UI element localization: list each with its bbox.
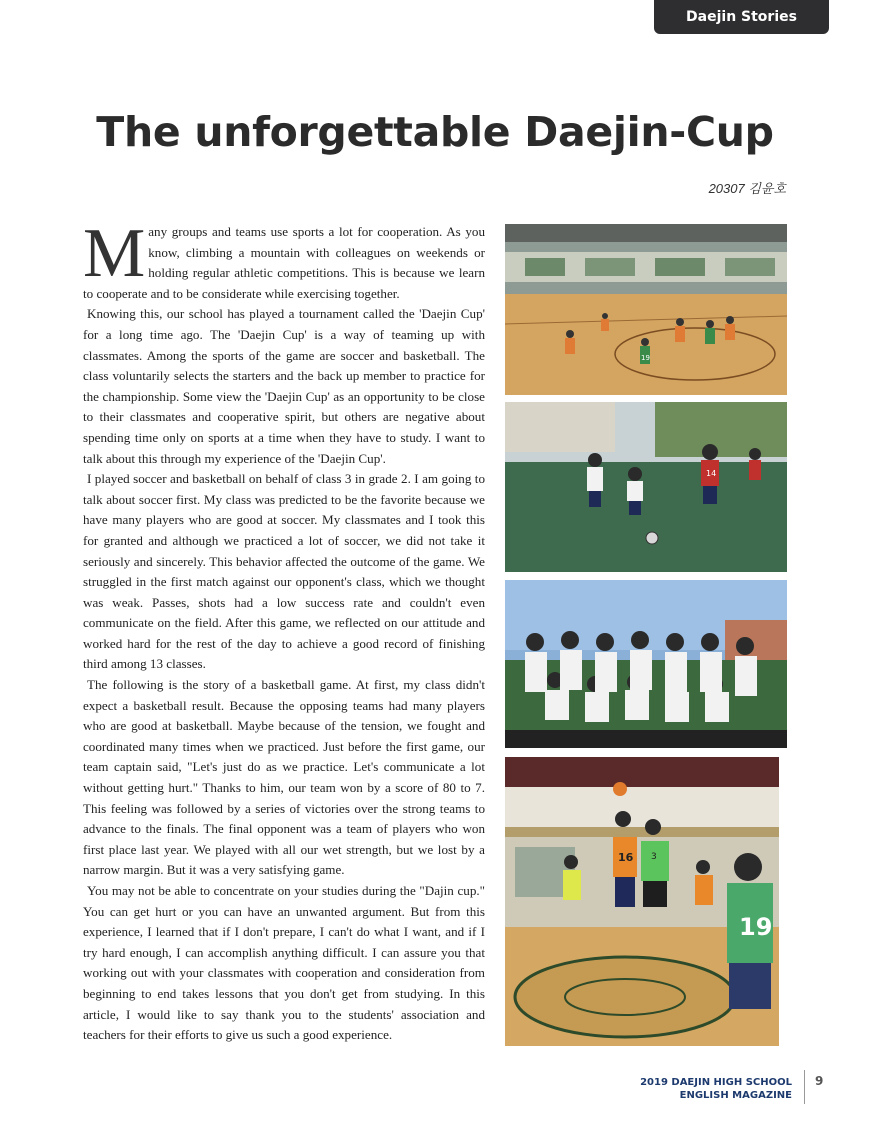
- paragraph-2: Knowing this, our school has played a tournament called the 'Daejin Cup' for a long time ago. The 'Daejin Cup' is a way of teaming up with classmates. Among the sports of the game are soccer and basketball. The class voluntarily selects the starters and the back up member to practice for the championship. Some view the 'Daejin Cup' as an opportunity to be close to their classmates and cooperative spirit, but others are negative about spending time only on sports at a time when they have to study. I want to talk about this through my experience of the 'Daejin Cup'.: [83, 306, 485, 466]
- article-author: 20307 김윤호: [708, 181, 786, 196]
- svg-text:14: 14: [706, 469, 717, 478]
- paragraph-5: You may not be able to concentrate on your studies during the "Dajin cup." You can get hurt or you can have an unwanted argument. But from this experience, I learned that if I don't prepare, I can't do what I want, and if I try hard enough, I can accomplish anything difficult. I can assure you that working out with your classmates with cooperation and consideration from beginning to end takes lessons that you don't get from studying. In this article, I would like to say thank you to the students' association and teachers for their efforts to give us such a good experience.: [83, 883, 485, 1043]
- paragraph-4: The following is the story of a basketball game. At first, my class didn't expect a basketball result. Because the opposing teams had many players who are good at basketball. Maybe because of the tension, we fought and coordinated many times when we practiced. Just before the first game, our team captain said, "Let's just do as we practice. Let's communicate a lot without getting hurt." Thanks to him, our team won by a score of 80 to 7. This feeling was followed by a series of victories over the strong teams to advance to the finals. The final opponent was a team of players who won first place last year. We played with all our wet strength, but we lost by a narrow margin. But it was a very satisfying game.: [83, 677, 485, 878]
- footer-divider: [804, 1070, 805, 1104]
- magazine-footer: [640, 1076, 792, 1102]
- photo-gym-soccer: [505, 224, 787, 395]
- footer-line-1: 2019 DAEJIN HIGH SCHOOL: [640, 1077, 792, 1088]
- paragraph-3: I played soccer and basketball on behalf of class 3 in grade 2. I am going to talk about soccer first. My class was predicted to be the favorite because we have many players who are good at soccer. My classmates and I took this for granted and although we practiced a lot of soccer, we did not take it seriously and sincerely. This behavior affected the outcome of the game. We struggled in the first match against our opponent's class, which we thought was weak. Passes, shots had a low success rate and couldn't even communicate on the field. After this game, we reflected on our attitude and worked hard for the rest of the day to achieve a good record of finishing third among 13 classes.: [83, 471, 485, 672]
- photo-outdoor-soccer: [505, 402, 787, 572]
- page-number: 9: [815, 1074, 824, 1088]
- section-tab: Daejin Stories: [654, 0, 829, 34]
- svg-text:19: 19: [739, 913, 773, 941]
- photo-basketball: [505, 757, 779, 1046]
- article-title: The unforgettable Daejin-Cup: [96, 108, 774, 156]
- svg-text:16: 16: [618, 851, 634, 864]
- svg-text:3: 3: [651, 852, 657, 862]
- article-body: [83, 215, 485, 1046]
- footer-line-2: ENGLISH MAGAZINE: [679, 1090, 792, 1101]
- svg-text:19: 19: [641, 354, 650, 362]
- paragraph-1: Many groups and teams use sports a lot for cooperation. As you know, climbing a mountain with colleagues on weekends or holding regular athletic competitions. This is because we learn to cooperate and to be considerate while exercising together.: [83, 215, 485, 301]
- drop-cap: M: [83, 215, 146, 292]
- photo-team-group: [505, 580, 787, 748]
